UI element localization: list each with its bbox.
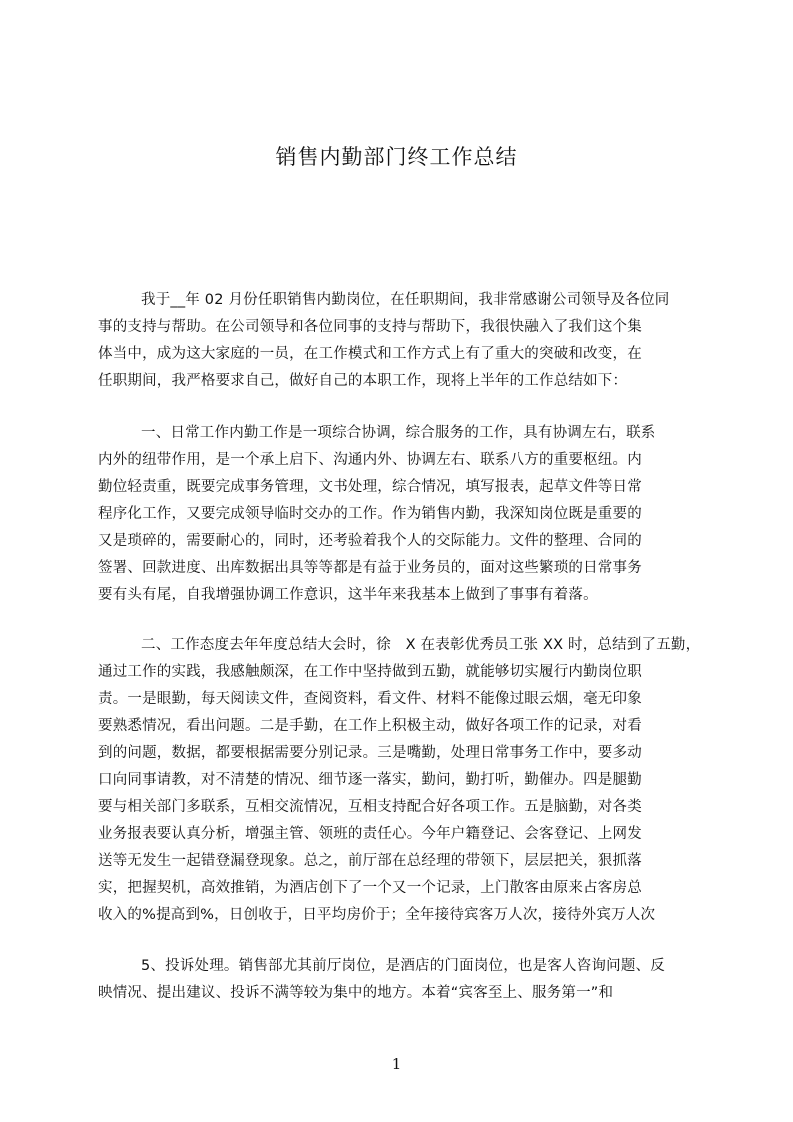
text-line: 口向同事请教，对不清楚的情况、细节逐一落实，勤问，勤打听，勤催办。四是腿勤 <box>98 772 642 788</box>
text-line: 程序化工作，又要完成领导临时交办的工作。作为销售内勤，我深知岗位既是重要的 <box>98 506 642 522</box>
text-line: 责。一是眼勤，每天阅读文件，查阅资料，看文件、材料不能像过眼云烟，毫无印象 <box>98 691 642 707</box>
text-line: 映情况、提出建议、投诉不满等较为集中的地方。本着“宾客至上、服务第一”和 <box>98 985 614 1001</box>
text-line: 要熟悉情况，看出问题。二是手勤，在工作上积极主动，做好各项工作的记录，对看 <box>98 718 642 734</box>
document-title: 销售内勤部门终工作总结 <box>275 145 518 169</box>
text-line: 实，把握契机，高效推销，为酒店创下了一个又一个记录，上门散客由原来占客房总 <box>98 880 642 896</box>
text-line: 事的支持与帮助。在公司领导和各位同事的支持与帮助下，我很快融入了我们这个集 <box>98 319 642 335</box>
paragraph-introduction <box>98 287 708 395</box>
text-line: 通过工作的实践，我感触颇深，在工作中坚持做到五勤，就能够切实履行内勤岗位职 <box>98 664 642 680</box>
text-line: 到的问题，数据，都要根据需要分别记录。三是嘴勤，处理日常事务工作中，要多动 <box>98 745 642 761</box>
text-line: 收入的%提高到%，日创收于，日平均房价于；全年接待宾客万人次，接待外宾万人次 <box>98 907 656 923</box>
text-line: 一、日常工作内勤工作是一项综合协调，综合服务的工作，具有协调左右，联系 <box>141 425 656 441</box>
text-line: 任职期间，我严格要求自己，做好自己的本职工作，现将上半年的工作总结如下： <box>98 373 628 389</box>
paragraph-work-attitude <box>98 632 708 929</box>
paragraph-complaint-handling <box>98 953 708 1007</box>
paragraph-daily-work <box>98 420 708 609</box>
text-line: 体当中，成为这大家庭的一员，在工作模式和工作方式上有了重大的突破和改变，在 <box>98 346 642 362</box>
text-line: 我于__年 02 月份任职销售内勤岗位，在任职期间，我非常感谢公司领导及各位同 <box>141 292 670 308</box>
text-line: 勤位轻责重，既要完成事务管理，文书处理，综合情况，填写报表，起草文件等日常 <box>98 479 642 495</box>
page-number: 1 <box>391 1055 402 1073</box>
text-line: 5、投诉处理。销售部尤其前厅岗位，是酒店的门面岗位，也是客人咨询问题、反 <box>141 958 665 974</box>
text-line: 二、工作态度去年年度总结大会时，徐 X 在表彰优秀员工张 XX 时，总结到了五勤， <box>141 637 701 653</box>
text-line: 送等无发生一起错登漏登现象。总之，前厅部在总经理的带领下，层层把关，狠抓落 <box>98 853 642 869</box>
text-line: 内外的纽带作用，是一个承上启下、沟通内外、协调左右、联系八方的重要枢纽。内 <box>98 452 642 468</box>
text-line: 又是琐碎的，需要耐心的，同时，还考验着我个人的交际能力。文件的整理、合同的 <box>98 533 642 549</box>
text-line: 签署、回款进度、出库数据出具等等都是有益于业务员的，面对这些繁琐的日常事务 <box>98 560 642 576</box>
text-line: 要与相关部门多联系，互相交流情况，互相支持配合好各项工作。五是脑勤，对各类 <box>98 799 642 815</box>
text-line: 要有头有尾，自我增强协调工作意识，这半年来我基本上做到了事事有着落。 <box>98 587 598 603</box>
text-line: 业务报表要认真分析，增强主管、领班的责任心。今年户籍登记、会客登记、上网发 <box>98 826 642 842</box>
